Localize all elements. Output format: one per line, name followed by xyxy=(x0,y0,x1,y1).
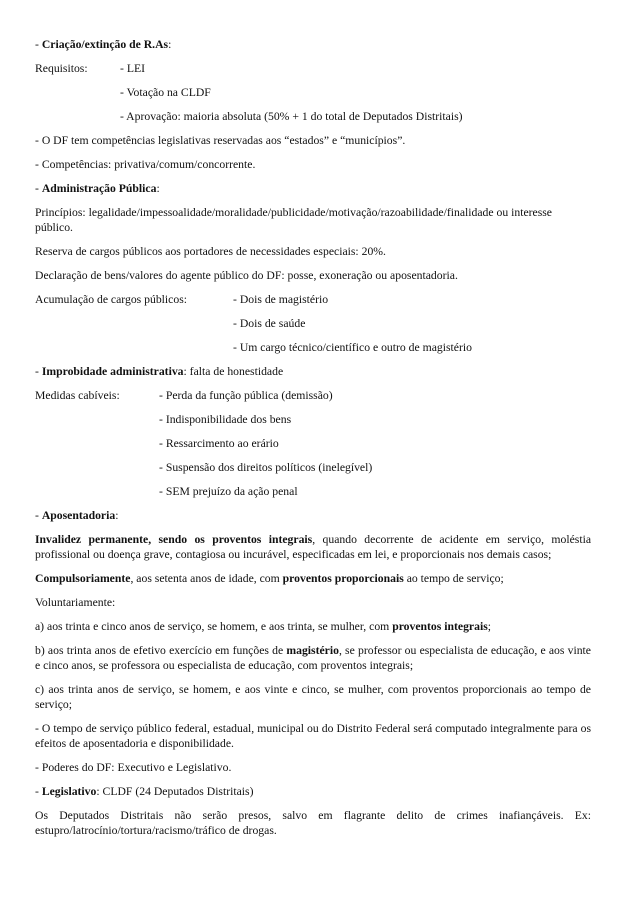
bold-text: proventos proporcionais xyxy=(282,572,404,585)
requisitos-block xyxy=(35,61,591,124)
requisitos-label: Requisitos: xyxy=(35,62,88,75)
medidas-label: Medidas cabíveis: xyxy=(35,389,120,402)
list-item: - Aprovação: maioria absoluta (50% + 1 do total de Deputados Distritais) xyxy=(120,110,463,123)
list-item: - Ressarcimento ao erário xyxy=(159,437,279,450)
requisitos-list xyxy=(120,61,591,124)
dash: - xyxy=(35,38,42,51)
list-item: - LEI xyxy=(120,62,145,75)
deputados-paragraph: Os Deputados Distritais não serão presos, salvo em flagrante delito de crimes inafiançáveis. Ex: estupro/latrocínio/tortura/racismo/tráfico de drogas. xyxy=(35,809,591,837)
paragraph: - Poderes do DF: Executivo e Legislativo. xyxy=(35,761,232,774)
section-title: Improbidade administrativa xyxy=(41,365,184,378)
list-item: - Um cargo técnico/científico e outro de magistério xyxy=(233,341,472,354)
item-c-paragraph: c) aos trinta anos de serviço, se homem, e aos vinte e cinco, se mulher, com proventos proporcionais ao tempo de serviço; xyxy=(35,683,591,711)
document-page xyxy=(35,37,591,847)
dash: - xyxy=(35,365,42,378)
section-legislativo-heading xyxy=(35,784,591,799)
dash: - xyxy=(35,509,42,522)
paragraph: Voluntariamente: xyxy=(35,596,116,609)
list-item: - SEM prejuízo da ação penal xyxy=(159,485,298,498)
heading-rest: : CLDF (24 Deputados Distritais) xyxy=(96,785,254,798)
section-improbidade-heading xyxy=(35,364,591,379)
acumulacao-label: Acumulação de cargos públicos: xyxy=(35,293,188,306)
list-item: - Dois de saúde xyxy=(233,317,306,330)
section-title: Criação/extinção de R.As xyxy=(41,38,169,51)
invalidez-paragraph xyxy=(35,532,591,562)
section-title: Legislativo xyxy=(41,785,97,798)
acumulacao-list xyxy=(233,292,591,355)
paragraph: Declaração de bens/valores do agente público do DF: posse, exoneração ou aposentadoria. xyxy=(35,269,458,282)
section-title: Aposentadoria xyxy=(41,509,116,522)
section-title: Administração Pública xyxy=(41,182,157,195)
bold-text: Invalidez permanente, sendo os proventos integrais xyxy=(35,533,313,546)
list-item: - Votação na CLDF xyxy=(120,86,211,99)
heading-rest: : falta de honestidade xyxy=(183,365,284,378)
paragraph: Reserva de cargos públicos aos portadores de necessidades especiais: 20%. xyxy=(35,245,386,258)
bold-text: magistério xyxy=(286,644,339,657)
colon: : xyxy=(156,182,160,195)
paragraph: - O DF tem competências legislativas reservadas aos “estados” e “municípios”. xyxy=(35,134,406,147)
tempo-paragraph: - O tempo de serviço público federal, estadual, municipal ou do Distrito Federal será computado integralmente para os efeitos de aposentadoria e disponibilidade. xyxy=(35,722,591,750)
dash: - xyxy=(35,182,42,195)
text: a) aos trinta e cinco anos de serviço, se homem, e aos trinta, se mulher, com xyxy=(35,620,393,633)
text: ao tempo de serviço; xyxy=(403,572,504,585)
bold-text: proventos integrais xyxy=(392,620,488,633)
section-aposentadoria-heading xyxy=(35,508,591,523)
text: , se professor ou especialista de educação, e aos vinte e cinco anos, se professora ou especialista de educação, com proventos integrais; xyxy=(35,644,591,672)
text: , aos setenta anos de idade, com xyxy=(130,572,283,585)
compulsoria-paragraph xyxy=(35,571,591,586)
medidas-block xyxy=(35,388,591,499)
colon: : xyxy=(115,509,119,522)
paragraph: Princípios: legalidade/impessoalidade/moralidade/publicidade/motivação/razoabilidade/finalidade ou interesse público. xyxy=(35,206,552,234)
list-item: - Suspensão dos direitos políticos (inelegível) xyxy=(159,461,373,474)
item-b-paragraph xyxy=(35,643,591,673)
text: , quando decorrente de acidente em serviço, moléstia profissional ou doença grave, contagiosa ou incurável, especificadas em lei, e proporcionais nos demais casos; xyxy=(35,533,592,561)
list-item: - Dois de magistério xyxy=(233,293,329,306)
section-adm-heading xyxy=(35,181,591,196)
list-item: - Perda da função pública (demissão) xyxy=(159,389,333,402)
bold-text: Compulsoriamente xyxy=(35,572,131,585)
item-a-paragraph xyxy=(35,619,591,634)
text: ; xyxy=(487,620,491,633)
section-ra-heading xyxy=(35,37,591,52)
acumulacao-block xyxy=(35,292,591,355)
text: b) aos trinta anos de efetivo exercício em funções de xyxy=(35,644,287,657)
paragraph: - Competências: privativa/comum/concorrente. xyxy=(35,158,256,171)
dash: - xyxy=(35,785,42,798)
colon: : xyxy=(168,38,172,51)
list-item: - Indisponibilidade dos bens xyxy=(159,413,292,426)
medidas-list xyxy=(159,388,591,499)
